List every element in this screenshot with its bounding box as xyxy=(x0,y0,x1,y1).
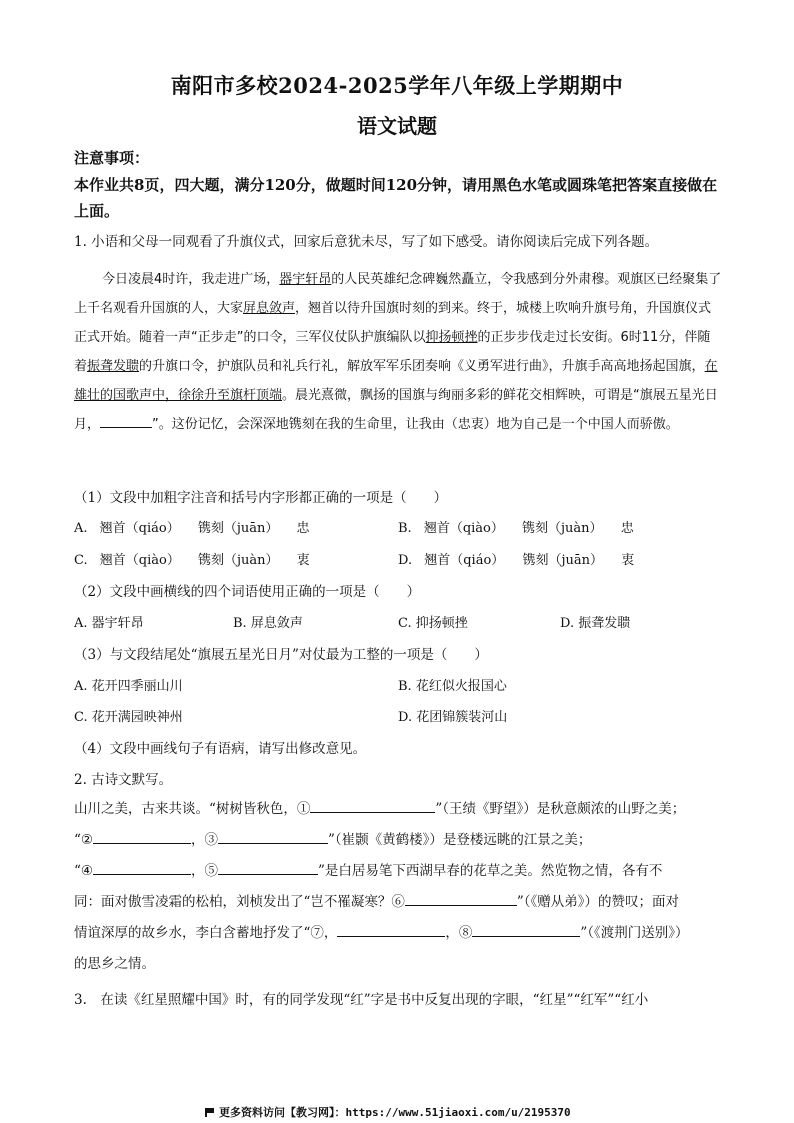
option-text: 翘首（qiào） xyxy=(423,521,504,536)
option-text: 镌刻（juān） xyxy=(197,521,279,536)
sub-question-2: （2）文段中画横线的四个词语使用正确的一项是（ ） xyxy=(74,584,421,600)
answer-blank[interactable] xyxy=(100,415,152,428)
option-b[interactable]: B. 屏息敛声 xyxy=(233,616,303,631)
poem-text: ，⑧ xyxy=(445,925,473,941)
poem-line xyxy=(74,918,724,949)
option-text: 翘首（qiáo） xyxy=(99,521,180,536)
passage-text: 的正步步伐走过长安街。6时11分，伴随着 xyxy=(74,330,711,374)
passage-text: ”。这份记忆，会深深地镌刻在我的生命里，让我由（忠衷）地为自己是一个中国人而骄傲。 xyxy=(152,417,679,432)
option-text: 忠 xyxy=(620,521,634,536)
answer-blank-2[interactable] xyxy=(93,829,191,844)
option-b[interactable]: B. 花红似火报国心 xyxy=(398,679,507,694)
flag-icon xyxy=(205,1108,215,1117)
exam-subtitle: 语文试题 xyxy=(357,114,437,138)
notice-heading: 注意事项： xyxy=(74,149,150,167)
poem-text: ”是白居易笔下西湖早春的花草之美。然览物之情，各有不 xyxy=(318,863,663,879)
option-label: B. xyxy=(398,521,412,536)
answer-blank-7[interactable] xyxy=(337,922,445,937)
answer-blank-1[interactable] xyxy=(310,798,435,813)
poem-text: ”（崔颢《黄鹤楼》）是登楼远眺的江景之美； xyxy=(328,832,592,848)
poem-text: 情谊深厚的故乡水，李白含蓄地抒发了“⑦， xyxy=(74,925,338,941)
poem-line xyxy=(74,856,724,887)
option-text: 翘首（qiào） xyxy=(99,553,180,568)
option-text: 忠 xyxy=(296,521,310,536)
underlined-word: 屏息敛声 xyxy=(243,301,296,316)
passage-text: 的升旗口令，护旗队员和礼兵行礼，解放军军乐团奏响《义勇军进行曲》，升旗手高高地扬起国旗， xyxy=(139,359,705,374)
underlined-word: 器宇轩昂 xyxy=(279,272,332,287)
underlined-word: 振聋发聩 xyxy=(87,359,140,374)
option-label: C. xyxy=(74,553,88,568)
option-a[interactable]: A. 器宇轩昂 xyxy=(74,616,144,631)
sub-question-1: （1）文段中加粗字注音和括号内字形都正确的一项是（ ） xyxy=(74,490,448,506)
answer-blank-6[interactable] xyxy=(405,891,517,906)
option-label: D. xyxy=(398,553,413,568)
underlined-word: 抑扬顿挫 xyxy=(425,330,478,345)
sub-question-3: （3）与文段结尾处“旗展五星光日月”对仗最为工整的一项是（ ） xyxy=(74,647,488,663)
option-text: 镌刻（juàn） xyxy=(197,553,279,568)
poem-text: “④ xyxy=(74,863,94,879)
option-text: 翘首（qiáo） xyxy=(424,553,505,568)
option-a[interactable]: A. 花开四季丽山川 xyxy=(74,679,183,694)
option-text: 衷 xyxy=(296,553,310,568)
answer-blank-8[interactable] xyxy=(472,922,580,937)
option-b[interactable] xyxy=(398,517,634,536)
question-2-prompt: 2. 古诗文默写。 xyxy=(74,772,173,788)
option-d[interactable]: D. 花团锦簇装河山 xyxy=(398,710,508,725)
passage-text: 今日凌晨4时许，我走进广场， xyxy=(102,272,280,287)
answer-blank-5[interactable] xyxy=(218,860,318,875)
poem-line xyxy=(74,887,724,918)
passage-text: ，翘首以待升国旗时刻的到来。终于，城楼上吹响升旗号角，升国旗仪式正式开始。随着一声“正步走”的口令，三军仪仗队护旗编队以 xyxy=(74,301,712,345)
sub-question-4: （4）文段中画线句子有语病，请写出修改意见。 xyxy=(74,741,367,757)
footer-text: 更多资料访问【教习网】：https://www.51jiaoxi.com/u/2195370 xyxy=(219,1106,571,1119)
option-d[interactable] xyxy=(398,549,634,568)
question-1-prompt: 1. 小语和父母一同观看了升旗仪式，回家后意犹未尽，写了如下感受。请你阅读后完成下列各题。 xyxy=(74,234,659,250)
option-c[interactable] xyxy=(74,549,310,568)
poem-text: ，⑤ xyxy=(191,863,219,879)
poem-line xyxy=(74,794,724,825)
footer-link[interactable] xyxy=(205,1104,571,1120)
poem-text: ”（《渡荆门送别》） xyxy=(580,925,689,941)
underlined-sentence: 在雄壮的国歌声中，徐徐升至旗杆顶端 xyxy=(74,359,718,403)
answer-blank-3[interactable] xyxy=(218,829,328,844)
poem-text: ”（王绩《野望》）是秋意颇浓的山野之美； xyxy=(435,801,686,817)
option-text: 衷 xyxy=(621,553,635,568)
poem-line xyxy=(74,825,724,856)
option-label: A. xyxy=(74,521,88,536)
poem-text: ”（《赠从弟》）的赞叹；面对 xyxy=(516,894,680,910)
option-d[interactable]: D. 振聋发聩 xyxy=(560,616,631,631)
exam-title: 南阳市多校2024-2025学年八年级上学期期中 xyxy=(170,73,624,98)
option-text: 镌刻（juàn） xyxy=(522,521,603,536)
poem-text: 山川之美，古来共谈。“树树皆秋色，① xyxy=(74,801,311,817)
poem-line: 的思乡之情。 xyxy=(74,956,155,972)
option-c[interactable]: C. 抑扬顿挫 xyxy=(398,616,468,631)
passage-text: 。晨光熹微，飘扬的国旗与绚丽多彩的鲜花交相辉映，可谓是“旗展五星光日月， xyxy=(74,388,718,432)
question-3-prompt: 3. 在读《红星照耀中国》时，有的同学发现“红”字是书中反复出现的字眼，“红星”“红军”“红小 xyxy=(74,992,649,1008)
poem-text: 同：面对傲雪凌霜的松柏，刘桢发出了“岂不罹凝寒？⑥ xyxy=(74,894,405,910)
answer-blank-4[interactable] xyxy=(93,860,191,875)
poem-text: ，③ xyxy=(191,832,219,848)
option-a[interactable] xyxy=(74,517,310,536)
notice-body: 本作业共8页，四大题，满分120分，做题时间120分钟，请用黑色水笔或圆珠笔把答案直接做在上面。 xyxy=(74,176,718,220)
passage-text: 的人民英雄纪念碑巍然矗立，令我感到分外肃穆。观旗区已经聚集了上千名观看升国旗的人，大家 xyxy=(74,272,722,316)
option-text: 镌刻（juān） xyxy=(522,553,603,568)
poem-text: “② xyxy=(74,832,94,848)
reading-passage xyxy=(74,265,722,439)
option-c[interactable]: C. 花开满园映神州 xyxy=(74,710,183,725)
